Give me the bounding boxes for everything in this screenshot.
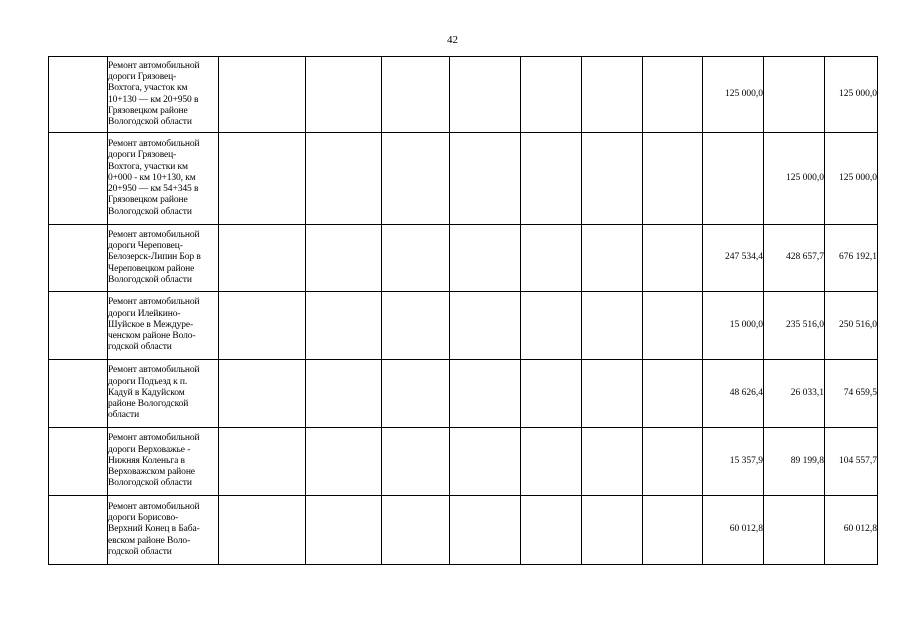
table-row <box>49 57 878 133</box>
row-index-cell <box>49 225 108 292</box>
empty-cell <box>219 496 306 565</box>
empty-cell <box>643 428 703 496</box>
empty-cell <box>643 57 703 133</box>
description-line: Вологодской области <box>108 116 192 127</box>
empty-cell <box>219 360 306 428</box>
empty-cell <box>219 57 306 133</box>
description-line: районе Вологодской <box>108 399 189 410</box>
empty-cell <box>306 225 382 292</box>
table-row <box>49 225 878 292</box>
empty-cell <box>450 428 521 496</box>
amount-year-1: 125 000,0 <box>703 57 764 133</box>
description-line: 20+950 — км 54+345 в <box>108 184 199 195</box>
table-row <box>49 496 878 565</box>
description-line: евском районе Воло- <box>108 535 191 546</box>
description-line: Ремонт автомобильной <box>108 297 200 308</box>
description-line: Нижняя Коленьга в <box>108 455 185 466</box>
amount-year-2: 125 000,0 <box>764 133 825 225</box>
description-line: Ремонт автомобильной <box>108 60 200 71</box>
description-line: Ремонт автомобильной <box>108 365 200 376</box>
object-description <box>108 57 219 133</box>
empty-cell <box>382 496 450 565</box>
page-number: 42 <box>447 34 458 46</box>
empty-cell <box>450 292 521 360</box>
empty-cell <box>521 225 582 292</box>
empty-cell <box>219 133 306 225</box>
empty-cell <box>643 496 703 565</box>
table-row <box>49 428 878 496</box>
amount-year-1: 247 534,4 <box>703 225 764 292</box>
description-line: дороги Илейкино- <box>108 308 181 319</box>
empty-cell <box>643 133 703 225</box>
description-line: 0+000 - км 10+130, км <box>108 172 196 183</box>
empty-cell <box>382 225 450 292</box>
description-line: Грязовецком районе <box>108 195 188 206</box>
amount-total: 250 516,0 <box>825 292 878 360</box>
description-line: дороги Подъезд к п. <box>108 376 188 387</box>
row-index-cell <box>49 360 108 428</box>
description-line: Ремонт автомобильной <box>108 229 200 240</box>
empty-cell <box>521 360 582 428</box>
amount-year-2: 26 033,1 <box>764 360 825 428</box>
description-line: Верхний Конец в Баба- <box>108 524 200 535</box>
amount-year-2: 89 199,8 <box>764 428 825 496</box>
description-line: дороги Грязовец- <box>108 72 177 83</box>
empty-cell <box>219 225 306 292</box>
amount-total: 125 000,0 <box>825 57 878 133</box>
description-line: Верховажском районе <box>108 467 195 478</box>
empty-cell <box>382 133 450 225</box>
empty-cell <box>582 57 643 133</box>
row-index-cell <box>49 428 108 496</box>
empty-cell <box>219 292 306 360</box>
object-description <box>108 428 219 496</box>
description-line: Ремонт автомобильной <box>108 501 200 512</box>
amount-year-1 <box>703 133 764 225</box>
description-line: Вологодской области <box>108 274 192 285</box>
row-index-cell <box>49 57 108 133</box>
amount-total: 676 192,1 <box>825 225 878 292</box>
empty-cell <box>219 428 306 496</box>
object-description <box>108 292 219 360</box>
empty-cell <box>582 225 643 292</box>
description-line: ченском районе Воло- <box>108 331 196 342</box>
description-line: дороги Грязовец- <box>108 150 177 161</box>
description-line: дороги Череповец- <box>108 241 183 252</box>
description-line: 10+130 — км 20+950 в <box>108 94 199 105</box>
description-line: годской области <box>108 546 172 557</box>
empty-cell <box>382 57 450 133</box>
description-line: Вохтога, участок км <box>108 83 188 94</box>
empty-cell <box>521 133 582 225</box>
empty-cell <box>306 57 382 133</box>
amount-total: 125 000,0 <box>825 133 878 225</box>
empty-cell <box>382 360 450 428</box>
empty-cell <box>450 496 521 565</box>
empty-cell <box>643 292 703 360</box>
empty-cell <box>582 133 643 225</box>
empty-cell <box>521 292 582 360</box>
amount-year-2 <box>764 57 825 133</box>
table-row <box>49 133 878 225</box>
empty-cell <box>582 292 643 360</box>
empty-cell <box>643 360 703 428</box>
object-description <box>108 360 219 428</box>
empty-cell <box>450 225 521 292</box>
empty-cell <box>643 225 703 292</box>
description-line: Ремонт автомобильной <box>108 139 200 150</box>
amount-year-2: 428 657,7 <box>764 225 825 292</box>
empty-cell <box>306 292 382 360</box>
empty-cell <box>521 428 582 496</box>
empty-cell <box>521 57 582 133</box>
empty-cell <box>582 428 643 496</box>
empty-cell <box>450 133 521 225</box>
amount-total: 104 557,7 <box>825 428 878 496</box>
empty-cell <box>450 57 521 133</box>
empty-cell <box>521 496 582 565</box>
amount-year-1: 48 626,4 <box>703 360 764 428</box>
description-line: Белозерск-Липин Бор в <box>108 252 201 263</box>
amount-year-1: 60 012,8 <box>703 496 764 565</box>
amount-year-1: 15 000,0 <box>703 292 764 360</box>
description-line: Грязовецком районе <box>108 105 188 116</box>
description-line: Вохтога, участки км <box>108 161 188 172</box>
row-index-cell <box>49 496 108 565</box>
description-line: дороги Борисово- <box>108 513 179 524</box>
description-line: Кадуй в Кадуйском <box>108 387 185 398</box>
amount-total: 60 012,8 <box>825 496 878 565</box>
empty-cell <box>450 360 521 428</box>
object-description <box>108 133 219 225</box>
table-row <box>49 292 878 360</box>
empty-cell <box>306 496 382 565</box>
empty-cell <box>382 428 450 496</box>
amount-year-2 <box>764 496 825 565</box>
description-line: Череповецком районе <box>108 263 195 274</box>
empty-cell <box>306 360 382 428</box>
amount-total: 74 659,5 <box>825 360 878 428</box>
empty-cell <box>306 133 382 225</box>
description-line: Шуйское в Междуре- <box>108 319 194 330</box>
amount-year-2: 235 516,0 <box>764 292 825 360</box>
description-line: годской области <box>108 342 172 353</box>
row-index-cell <box>49 292 108 360</box>
object-description <box>108 496 219 565</box>
description-line: Вологодской области <box>108 478 192 489</box>
row-index-cell <box>49 133 108 225</box>
empty-cell <box>582 360 643 428</box>
amount-year-1: 15 357,9 <box>703 428 764 496</box>
description-line: Ремонт автомобильной <box>108 433 200 444</box>
table-row <box>49 360 878 428</box>
empty-cell <box>306 428 382 496</box>
description-line: области <box>108 410 140 421</box>
road-repair-table <box>48 56 878 565</box>
description-line: Вологодской области <box>108 206 192 217</box>
empty-cell <box>382 292 450 360</box>
empty-cell <box>582 496 643 565</box>
object-description <box>108 225 219 292</box>
description-line: дороги Верховажье - <box>108 444 191 455</box>
